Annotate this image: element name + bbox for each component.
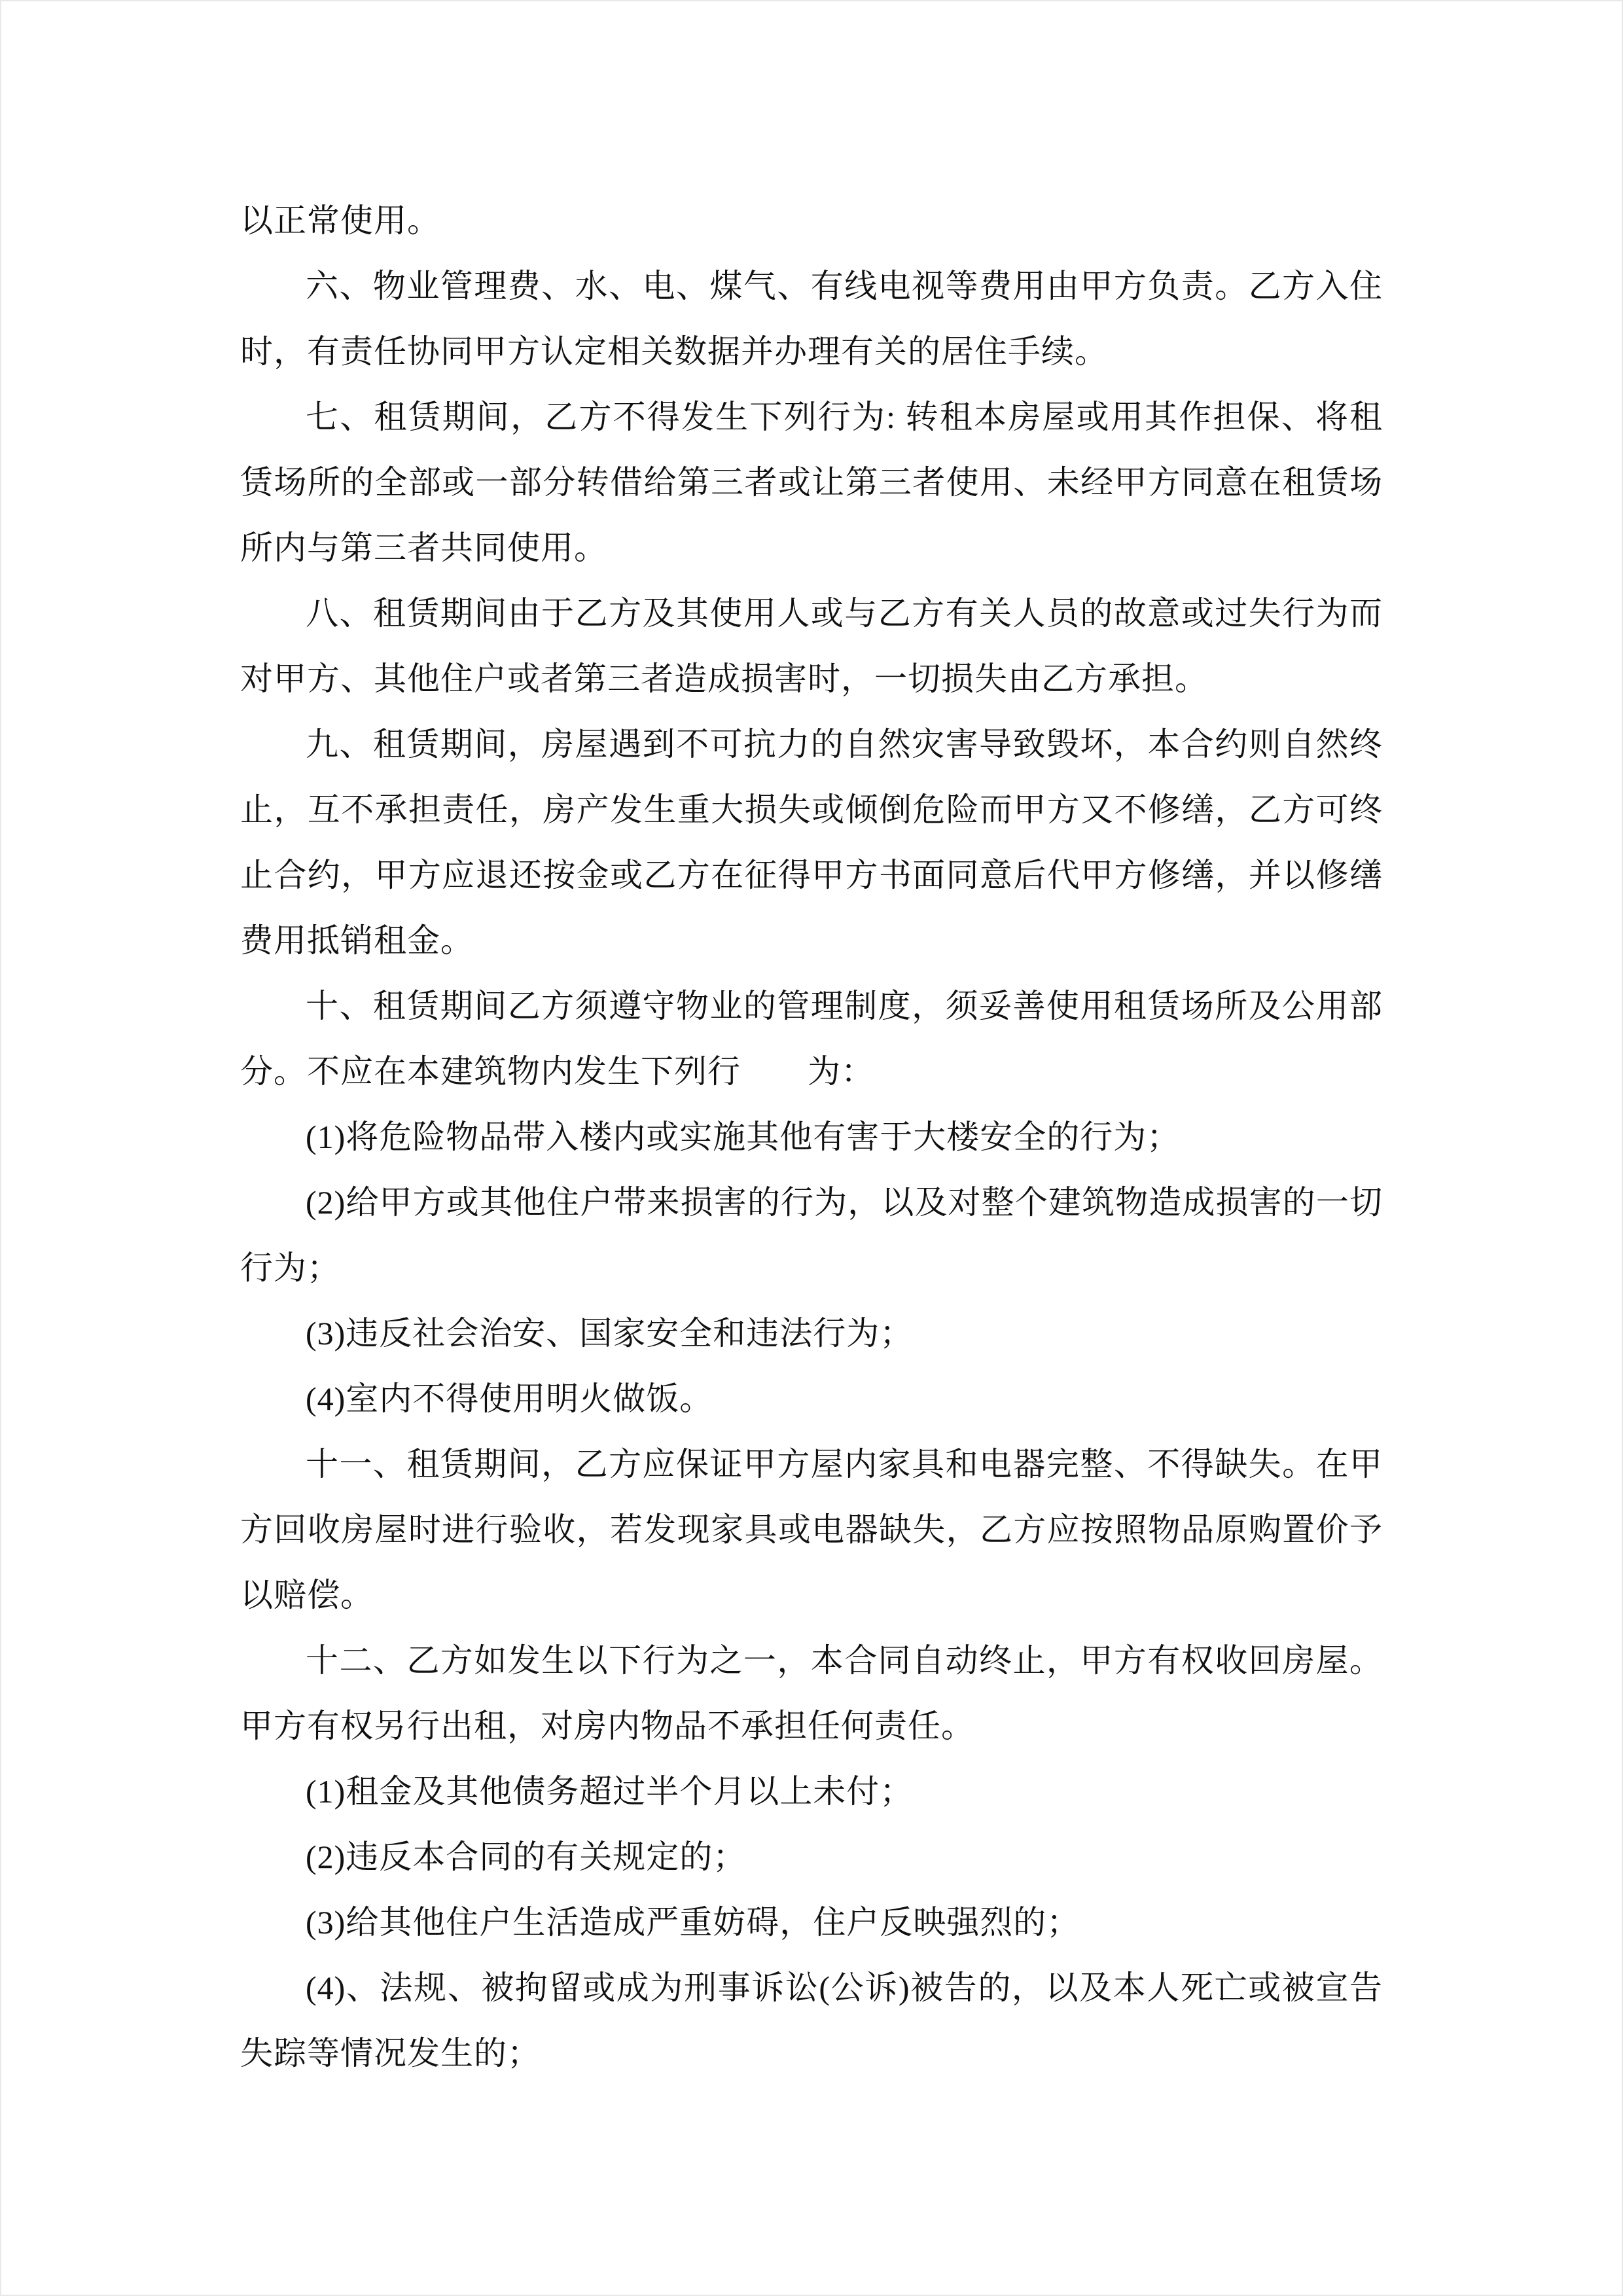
contract-paragraph: (3)给其他住户生活造成严重妨碍，住户反映强烈的；	[306, 1904, 1080, 1941]
document-body	[240, 188, 1383, 2086]
contract-paragraph: 十一、租赁期间，乙方应保证甲方屋内家具和电器完整、不得缺失。在甲方回收房屋时进行验收，若发现家具或电器缺失，乙方应按照物品原购置价予以赔偿。	[240, 1446, 1383, 1613]
contract-paragraph: (2)违反本合同的有关规定的；	[306, 1839, 747, 1875]
contract-paragraph: (4)、法规、被拘留或成为刑事诉讼(公诉)被告的，以及本人死亡或被宣告失踪等情况发生的；	[240, 1969, 1383, 2072]
contract-paragraph: 八、租赁期间由于乙方及其使用人或与乙方有关人员的故意或过失行为而对甲方、其他住户或者第三者造成损害时，一切损失由乙方承担。	[240, 595, 1383, 697]
contract-paragraph: (1)将危险物品带入楼内或实施其他有害于大楼安全的行为；	[306, 1119, 1181, 1155]
contract-paragraph: (3)违反社会治安、国家安全和违法行为；	[306, 1315, 914, 1352]
contract-paragraph: (2)给甲方或其他住户带来损害的行为，以及对整个建筑物造成损害的一切行为；	[240, 1184, 1383, 1286]
contract-paragraph: 以正常使用。	[240, 202, 440, 239]
contract-paragraph: 十、租赁期间乙方须遵守物业的管理制度，须妥善使用租赁场所及公用部分。不应在本建筑物内发生下列行 为：	[240, 988, 1383, 1090]
contract-paragraph: (4)室内不得使用明火做饭。	[306, 1380, 713, 1417]
contract-paragraph: 七、租赁期间，乙方不得发生下列行为: 转租本房屋或用其作担保、将租赁场所的全部或一部分转借给第三者或让第三者使用、未经甲方同意在租赁场所内与第三者共同使用。	[240, 399, 1383, 566]
contract-paragraph: 六、物业管理费、水、电、煤气、有线电视等费用由甲方负责。乙方入住时，有责任协同甲方认定相关数据并办理有关的居住手续。	[240, 268, 1383, 370]
contract-paragraph: 九、租赁期间，房屋遇到不可抗力的自然灾害导致毁坏，本合约则自然终止，互不承担责任，房产发生重大损失或倾倒危险而甲方又不修缮，乙方可终止合约，甲方应退还按金或乙方在征得甲方书面同意后代甲方修缮，并以修缮费用抵销租金。	[240, 726, 1383, 959]
contract-paragraph: 十二、乙方如发生以下行为之一，本合同自动终止，甲方有权收回房屋。甲方有权另行出租，对房内物品不承担任何责任。	[240, 1642, 1383, 1744]
contract-paragraph: (1)租金及其他债务超过半个月以上未付；	[306, 1773, 914, 1810]
